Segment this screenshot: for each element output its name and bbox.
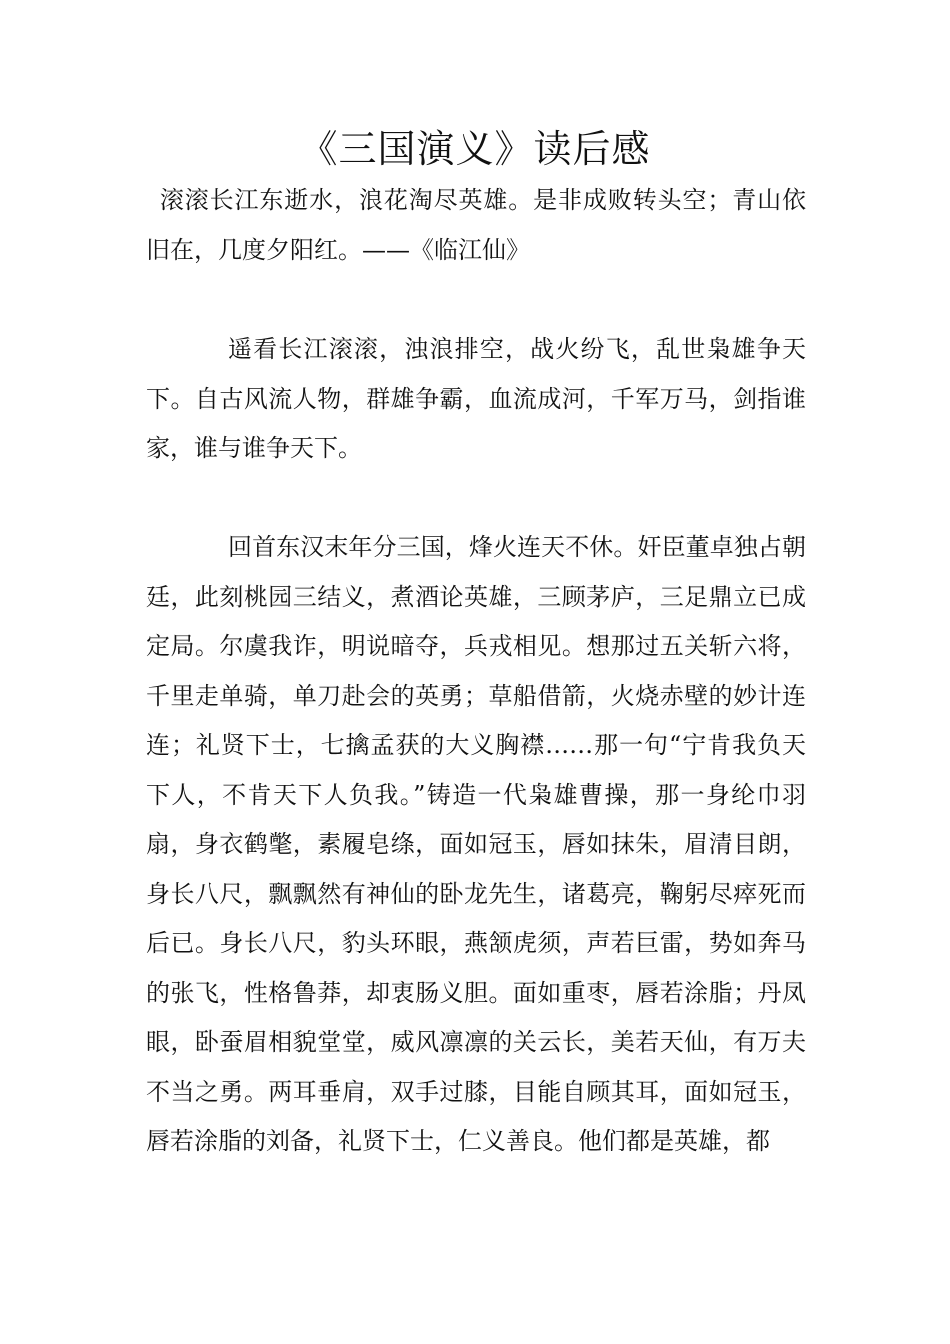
paragraph-yangtze: 遥看长江滚滚，浊浪排空，战火纷飞，乱世枭雄争天下。自古风流人物，群雄争霸，血流成河，千军万马，剑指谁家，谁与谁争天下。 (146, 335, 806, 462)
document-title: 《三国演义》读后感 (299, 127, 651, 171)
poem-text: 滚滚长江东逝水，浪花淘尽英雄。是非成败转头空；青山依旧在，几度夕阳红。——《临江仙》 (146, 186, 806, 264)
poem-paragraph (146, 176, 806, 275)
paragraph-three-kingdoms: 回首东汉末年分三国，烽火连天不休。奸臣董卓独占朝廷，此刻桃园三结义，煮酒论英雄，三顾茅庐，三足鼎立已成定局。尔虞我诈，明说暗夺，兵戎相见。想那过五关斩六将，千里走单骑，单刀赴会的英勇；草船借箭，火烧赤壁的妙计连连；礼贤下士，七擒孟获的大义胸襟……那一句“宁肯我负天下人，不肯天下人负我。”铸造一代枭雄曹操，那一身纶巾羽扇，身衣鹤氅，素履皂绦，面如冠玉，唇如抹朱，眉清目朗，身长八尺，飘飘然有神仙的卧龙先生，诸葛亮，鞠躬尽瘁死而后已。身长八尺，豹头环眼，燕颔虎须，声若巨雷，势如奔马的张飞，性格鲁莽，却衷肠义胆。面如重枣，唇若涂脂；丹凤眼，卧蚕眉相貌堂堂，威风凛凛的关云长，美若天仙，有万夫不当之勇。两耳垂肩，双手过膝，目能自顾其耳，面如冠玉，唇若涂脂的刘备，礼贤下士，仁义善良。他们都是英雄，都 (146, 533, 806, 1155)
